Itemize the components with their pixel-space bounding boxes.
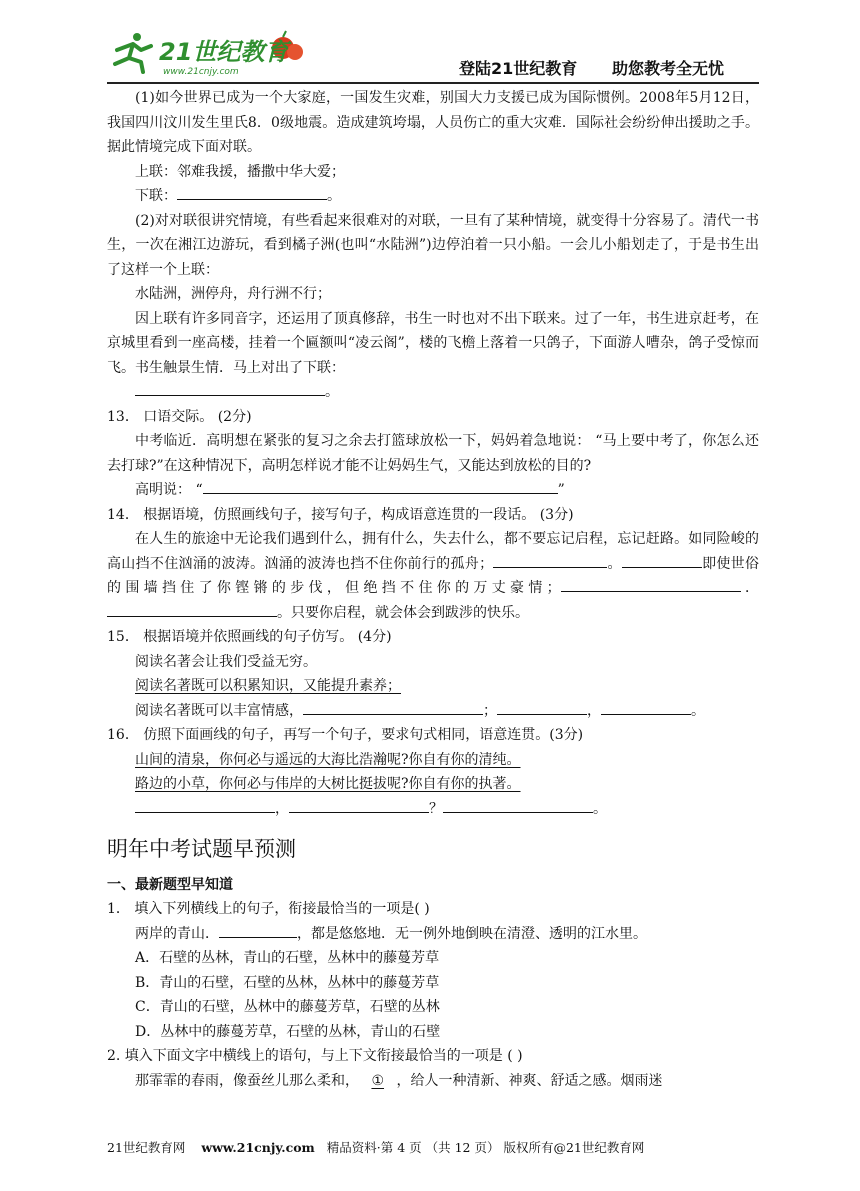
q15-text: 阅读名著既可以丰富情感， <box>135 702 303 719</box>
q15-underlined-sentence: 阅读名著既可以积累知识，又能提升素养； <box>135 678 401 694</box>
answer-blank[interactable] <box>443 798 593 813</box>
site-logo <box>107 28 307 78</box>
p1-stem-text-b: ，都是悠悠地．无一例外地倒映在清澄、透明的江水里。 <box>297 925 647 942</box>
answer-blank[interactable] <box>303 700 483 715</box>
q12-part2-couplet: 水陆洲，洲停舟，舟行洲不行； <box>135 286 331 302</box>
p1-title: 1． 填入下列横线上的句子，衔接最恰当的一项是( ) <box>107 901 430 917</box>
q12-part2-story: 因上联有许多同音字，还运用了顶真修辞，书生一时也对不出下联来。过了一年，书生进京赶考，在京城里看到一座高楼，挂着一个匾额叫“凌云阁”，楼的飞檐上落着一只鸽子，下面游人嘈杂，鸽子受惊而飞。书生触景生情．马上对出了下联： <box>107 310 759 376</box>
punct: ？ <box>429 800 443 817</box>
q14-text-a: 在人生的旅途中无论我们遇到什么，拥有什么，失去什么，都不要忘记启程，忘记赶路。如同险峻的高山挡不住汹涌的波涛。汹涌的波涛也挡不住你前行的孤舟； <box>107 531 759 572</box>
page-header <box>107 22 759 84</box>
footer-page-info: 精品资料·第 4 页 （共 12 页） 版权所有@21世纪教育网 <box>326 1140 645 1155</box>
q15-line3 <box>107 699 759 724</box>
p1-option-d[interactable]: D．丛林中的藤蔓芳草，石壁的丛林，青山的石壁 <box>135 1023 441 1040</box>
site-motto: 助您教考全无忧 <box>612 59 725 78</box>
punct: ； <box>483 702 497 719</box>
q12-part1-upper-couplet: 上联：邻难我援，播撒中华大爱； <box>135 163 345 180</box>
q12-part2-answer <box>107 380 759 405</box>
document-body <box>107 86 759 1093</box>
punct: ， <box>587 702 601 719</box>
p2-title: 2. 填入下面文字中横线上的语句，与上下文衔接最恰当的一项是 ( ) <box>107 1048 523 1064</box>
punct: ” <box>557 482 565 498</box>
punct: 。 <box>593 800 607 817</box>
punct: ． <box>740 580 760 596</box>
answer-blank[interactable] <box>135 381 325 396</box>
q16-answer-line <box>107 797 759 822</box>
footer-site-name: 21世纪教育网 <box>107 1140 186 1155</box>
logo-text: 21世纪教育 <box>159 38 289 66</box>
p1-stem-text-a: 两岸的青山． <box>135 925 219 942</box>
q13-answer-label: 高明说： “ <box>135 482 203 498</box>
answer-blank[interactable] <box>561 577 647 592</box>
q14-paragraph <box>107 527 759 625</box>
q16-line2 <box>107 772 759 797</box>
q15-title: 15． 根据语境并依照画线的句子仿写。 (4分) <box>107 629 392 645</box>
p1-option-a[interactable]: A．石壁的丛林，青山的石壁，丛林中的藤蔓芳草 <box>135 950 440 966</box>
q12-part2-paragraph: (2)对对联很讲究情境，有些看起来很难对的对联，一旦有了某种情境，就变得十分容易了。清代一书生，一次在湘江边游玩，看到橘子洲(也叫“水陆洲”)边停泊着一只小船。一会儿小船划走了，于是书生出了这样一个上联： <box>107 212 759 278</box>
q16-underlined-sentence-2: 路边的小草，你何必与伟岸的大树比挺拔呢?你自有你的执著。 <box>135 776 521 792</box>
q13-title: 13． 口语交际。 (2分) <box>107 408 252 425</box>
p1-option-c[interactable]: C．青山的石壁，丛林中的藤蔓芳草，石壁的丛林 <box>135 999 440 1015</box>
runner-icon <box>115 33 151 72</box>
answer-blank[interactable] <box>622 553 702 568</box>
answer-blank[interactable] <box>601 700 691 715</box>
lower-couplet-label: 下联： <box>135 188 177 204</box>
answer-blank[interactable] <box>289 798 429 813</box>
answer-blank[interactable] <box>203 479 558 494</box>
p2-stem <box>107 1069 759 1094</box>
punct: ， <box>275 800 289 817</box>
q12-part1-paragraph: (1)如今世界已成为一个大家庭，一国发生灾难，别国大力支援已成为国际惯例。2008年5月12日，我国四川汶川发生里氏8．0级地震。造成建筑垮塌，人员伤亡的重大灾难．国际社会纷纷伸出援助之手。据此情境完成下面对联。 <box>107 90 759 155</box>
logo-url: www.21cnjy.com <box>163 67 239 77</box>
p1-stem <box>107 922 759 947</box>
answer-blank[interactable] <box>647 577 741 592</box>
answer-blank[interactable] <box>497 700 587 715</box>
punct: 。 <box>607 555 622 572</box>
site-slogan: 登陆21世纪教育 <box>459 59 578 78</box>
footer-site-url[interactable]: www.21cnjy.com <box>201 1140 315 1155</box>
q14-text-c: 。只要你启程，就会体会到跋涉的快乐。 <box>277 604 529 621</box>
q16-underlined-sentence-1: 山间的清泉，你何必与遥远的大海比浩瀚呢?你自有你的清纯。 <box>135 751 521 768</box>
punct: 。 <box>325 384 339 400</box>
answer-blank[interactable] <box>493 553 607 568</box>
q13-answer-line <box>107 478 759 503</box>
q14-text-b: 即使世俗的围墙挡住了你铿锵的步伐，但绝挡不住你的万丈豪情； <box>107 555 759 596</box>
q16-title: 16． 仿照下面画线的句子，再写一个句子，要求句式相同，语意连贯。(3分) <box>107 727 584 743</box>
q12-part1-lower-couplet <box>107 184 759 209</box>
q16-line1 <box>107 748 759 773</box>
punct: 。 <box>327 188 341 204</box>
p2-stem-text-b: ，给人一种清新、神爽、舒适之感。烟雨迷 <box>396 1072 663 1089</box>
section-title: 明年中考试题早预测 <box>107 837 296 861</box>
answer-blank[interactable] <box>135 798 275 813</box>
p2-blank-marker[interactable]: ① <box>371 1072 385 1089</box>
header-divider <box>107 82 759 84</box>
q15-line1: 阅读名著会让我们受益无穷。 <box>135 653 317 670</box>
q15-line2 <box>107 674 759 699</box>
punct: 。 <box>691 702 705 719</box>
subsection-title: 一、最新题型早知道 <box>107 877 233 893</box>
q13-paragraph: 中考临近．高明想在紧张的复习之余去打篮球放松一下，妈妈着急地说： “马上要中考了，你怎么还去打球?”在这种情况下，高明怎样说才能不让妈妈生气，又能达到放松的目的? <box>107 433 759 474</box>
answer-blank[interactable] <box>219 923 297 938</box>
page-footer <box>107 1138 759 1156</box>
q14-title: 14． 根据语境，仿照画线句子，接写句子，构成语意连贯的一段话。 (3分) <box>107 506 574 523</box>
answer-blank[interactable] <box>177 185 327 200</box>
p1-option-b[interactable]: B．青山的石壁，石壁的丛林，丛林中的藤蔓芳草 <box>135 974 440 991</box>
p2-stem-text-a: 那霏霏的春雨，像蚕丝儿那么柔和， <box>135 1072 359 1089</box>
answer-blank[interactable] <box>107 602 277 617</box>
